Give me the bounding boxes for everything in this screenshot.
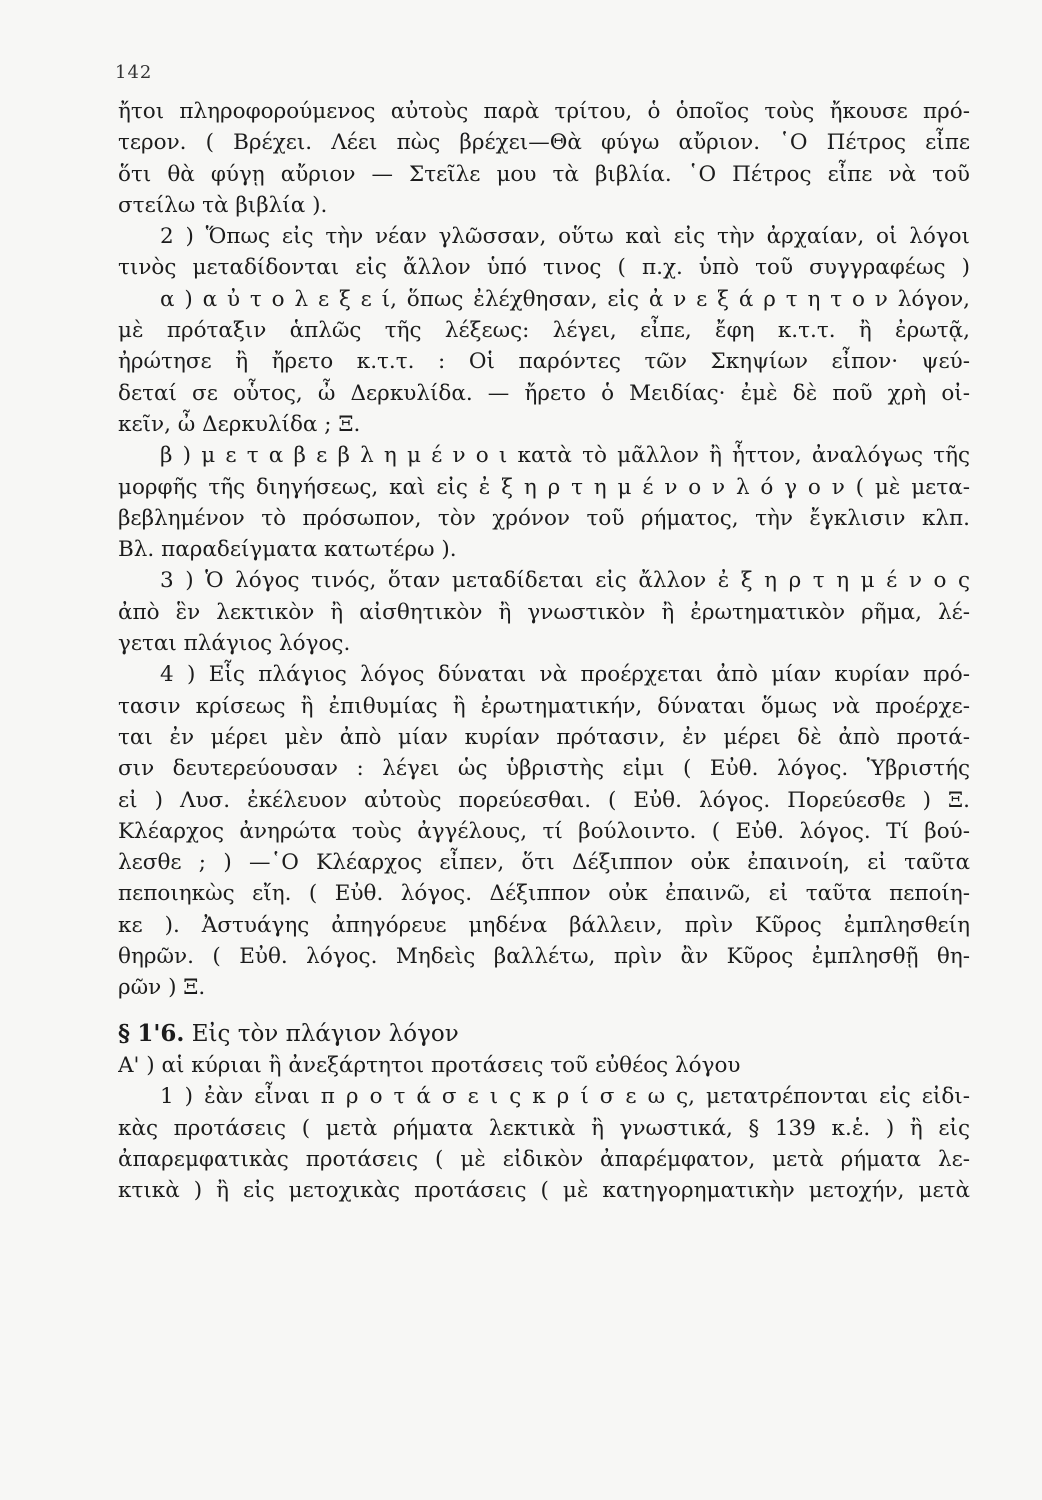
text-line: τινὸς μεταδίδονται εἰς ἄλλον ὑπό τινος ( π.χ. ὑπὸ τοῦ συγγραφέως ) (118, 255, 970, 281)
text-line: εἰ ) Λυσ. ἐκέλευον αὐτοὺς πορεύεσθαι. ( Εὐθ. λόγος. Πορεύεσθε ) Ξ. (118, 787, 970, 813)
text-line: ὅτι θὰ φύγῃ αὔριον — Στεῖλε μου τὰ βιβλία. ῾Ο Πέτρος εἶπε νὰ τοῦ (118, 161, 970, 187)
text-line: 1 ) ἐὰν εἶναι π ρ ο τ ά σ ε ι ς κ ρ ί σ ε ω ς, μετατρέπονται εἰς εἰδι- (160, 1084, 970, 1110)
page-number: 142 (115, 62, 153, 83)
text-line: 3 ) Ὁ λόγος τινός, ὅταν μεταδίδεται εἰς ἄλλον ἐ ξ η ρ τ η μ έ ν ο ς (160, 568, 970, 594)
text-line: ται ἐν μέρει μὲν ἀπὸ μίαν κυρίαν πρότασιν, ἐν μέρει δὲ ἀπὸ προτά- (118, 724, 970, 750)
text-line: βεβλημένον τὸ πρόσωπον, τὸν χρόνον τοῦ ρήματος, τὴν ἔγκλισιν κλπ. (118, 505, 970, 531)
text-line: θηρῶν. ( Εὐθ. λόγος. Μηδεὶς βαλλέτω, πρὶν ἂν Κῦρος ἐμπλησθῇ θη- (118, 944, 970, 970)
section-number: 1'6. (137, 1019, 185, 1047)
text-line: β ) μ ε τ α β ε β λ η μ έ ν ο ι κατὰ τὸ μᾶλλον ἢ ἧττον, ἀναλόγως τῆς (160, 443, 970, 469)
text-line: δεταί σε οὗτος, ὦ Δερκυλίδα. — ἤρετο ὁ Μειδίας· ἐμὲ δὲ ποῦ χρὴ οἰ- (118, 380, 970, 406)
text-line: γεται πλάγιος λόγος. (118, 631, 351, 657)
text-body (118, 96, 970, 1206)
text-line: κτικὰ ) ἢ εἰς μετοχικὰς προτάσεις ( μὲ κατηγορηματικὴν μετοχήν, μετὰ (118, 1178, 970, 1204)
text-line: ἠρώτησε ἢ ἤρετο κ.τ.τ. : Οἱ παρόντες τῶν Σκηψίων εἶπον· ψεύ- (118, 349, 970, 375)
text-line: 2 ) Ὅπως εἰς τὴν νέαν γλῶσσαν, οὕτω καὶ εἰς τὴν ἀρχαίαν, οἱ λόγοι (160, 224, 970, 250)
text-line: α ) α ὐ τ ο λ ε ξ ε ί, ὅπως ἐλέχθησαν, εἰς ἀ ν ε ξ ά ρ τ η τ ο ν λόγον, (160, 286, 970, 312)
section-symbol: § (118, 1019, 131, 1047)
text-line: κὰς προτάσεις ( μετὰ ρήματα λεκτικὰ ἢ γνωστικά, § 139 κ.ἑ. ) ἢ εἰς (118, 1115, 970, 1141)
text-line: ἀπὸ ἓν λεκτικὸν ἢ αἰσθητικὸν ἢ γνωστικὸν ἢ ἐρωτηματικὸν ρῆμα, λέ- (118, 599, 970, 625)
section-title: Εἰς τὸν πλάγιον λόγον (191, 1020, 459, 1047)
text-line: 4 ) Εἷς πλάγιος λόγος δύναται νὰ προέρχεται ἀπὸ μίαν κυρίαν πρό- (160, 662, 970, 688)
text-line: ρῶν ) Ξ. (118, 975, 206, 1001)
section-heading (118, 1018, 970, 1050)
text-line: Α' ) αἱ κύριαι ἢ ἀνεξάρτητοι προτάσεις τοῦ εὐθέος λόγου (118, 1052, 741, 1078)
text-line: τερον. ( Βρέχει. Λέει πὼς βρέχει—Θὰ φύγω αὔριον. ῾Ο Πέτρος εἶπε (118, 130, 970, 156)
text-line: στείλω τὰ βιβλία ). (118, 192, 328, 218)
text-line: ἀπαρεμφατικὰς προτάσεις ( μὲ εἰδικὸν ἀπαρέμφατον, μετὰ ρήματα λε- (118, 1146, 970, 1172)
text-line: κε ). Ἀστυάγης ἀπηγόρευε μηδένα βάλλειν, πρὶν Κῦρος ἐμπλησθείη (118, 912, 970, 938)
text-line: σιν δευτερεύουσαν : λέγει ὡς ὑβριστὴς εἰμι ( Εὐθ. λόγος. Ὑβριστής (118, 756, 970, 782)
text-line: Κλέαρχος ἀνηρώτα τοὺς ἀγγέλους, τί βούλοιντο. ( Εὐθ. λόγος. Τί βού- (118, 818, 970, 844)
text-line: μὲ πρόταξιν ἁπλῶς τῆς λέξεως: λέγει, εἶπε, ἔφη κ.τ.τ. ἢ ἐρωτᾷ, (118, 318, 970, 344)
text-line: λεσθε ; ) —῾Ο Κλέαρχος εἶπεν, ὅτι Δέξιππον οὐκ ἐπαινοίη, εἰ ταῦτα (118, 850, 970, 876)
text-line: ἤτοι πληροφορούμενος αὐτοὺς παρὰ τρίτου, ὁ ὁποῖος τοὺς ἤκουσε πρό- (118, 99, 970, 124)
text-line: τασιν κρίσεως ἢ ἐπιθυμίας ἢ ἐρωτηματικήν, δύναται ὅμως νὰ προέρχε- (118, 693, 970, 719)
text-line: πεποιηκὼς εἴη. ( Εὐθ. λόγος. Δέξιππον οὐκ ἐπαινῶ, εἰ ταῦτα πεποίη- (118, 881, 970, 907)
text-line: Βλ. παραδείγματα κατωτέρω ). (118, 537, 457, 563)
paragraph-block-1 (118, 96, 970, 1004)
text-line: μορφῆς τῆς διηγήσεως, καὶ εἰς ἐ ξ η ρ τ η μ έ ν ο ν λ ό γ ο ν ( μὲ μετα- (118, 474, 970, 500)
text-line: κεῖν, ὦ Δερκυλίδα ; Ξ. (118, 411, 361, 437)
paragraph-block-2 (118, 1050, 970, 1206)
